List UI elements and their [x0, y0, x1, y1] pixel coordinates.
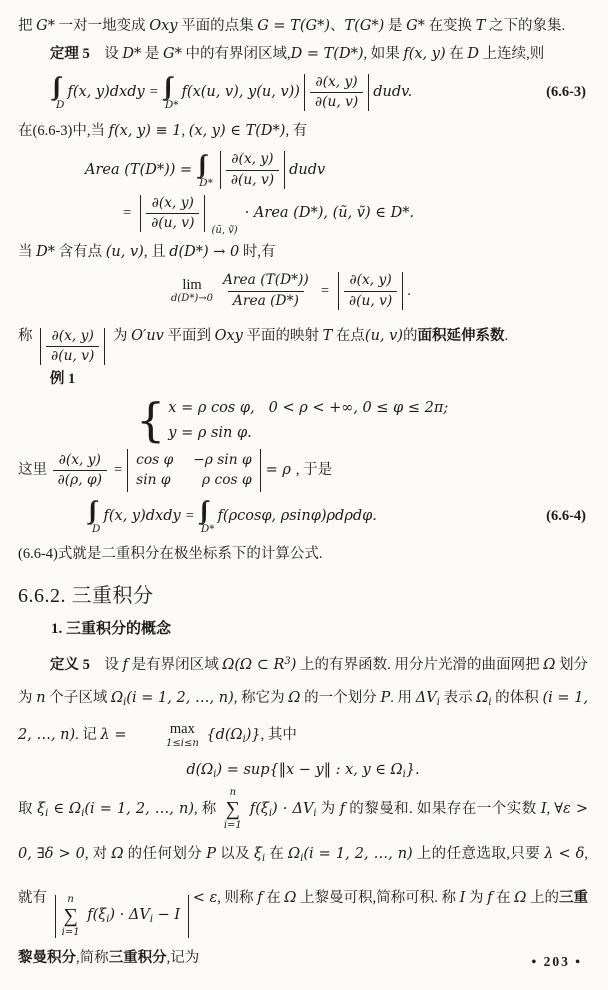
text-segment: i: [402, 769, 406, 781]
integral-glyph: [90, 498, 99, 523]
text-segment: i: [213, 769, 217, 781]
text-segment: D*: [36, 244, 56, 261]
text-segment: , 于是: [295, 461, 333, 478]
text-segment: Ω: [543, 656, 556, 673]
text-segment: 定义 5: [49, 656, 90, 673]
text-segment: (i = 1, 2, …, n): [126, 689, 234, 706]
text-segment: Ω: [111, 845, 124, 862]
equation-number-664: (6.6-4): [546, 507, 586, 524]
summation-operator: [62, 895, 80, 938]
equation-area-line-1: [18, 151, 588, 188]
evaluation-point-subscript: (ũ, ṽ): [211, 225, 238, 237]
sum-upper-limit: n: [229, 786, 237, 798]
text-segment: T: [322, 327, 333, 344]
text-segment: 上的有界函数. 用分片光滑的曲面网把: [296, 656, 544, 673]
text-segment: 定理 5: [49, 46, 90, 62]
text-run: [261, 461, 333, 480]
double-integral-symbol: [197, 152, 211, 189]
text-segment: 中的有界闭区域,: [181, 46, 291, 62]
paragraph-jacobian-computation: [18, 449, 588, 492]
area-ratio-fraction: [218, 272, 314, 309]
summation-operator: [224, 788, 242, 831]
text-segment: − I: [152, 907, 185, 924]
text-segment: (i = 1, 2, …, n): [18, 689, 593, 743]
text-segment: λ < δ: [544, 845, 585, 862]
text-segment: 个子区域: [45, 689, 112, 706]
area-lhs: Area (T(D*)) =: [85, 161, 193, 178]
text-segment: ∀ε > 0, ∃δ > 0: [18, 800, 593, 862]
double-integral-symbol: [163, 74, 177, 111]
equals-sign: =: [113, 461, 123, 478]
text-segment: ξ: [253, 845, 262, 862]
page-number: • 203 •: [531, 954, 582, 969]
text-segment: 面积延伸系数: [417, 327, 505, 344]
jacobian-denominator: ∂(u, v): [146, 213, 199, 232]
text-segment: 这里: [18, 461, 51, 478]
diameter-formula: [186, 761, 419, 782]
equation-limit: [18, 272, 588, 309]
text-segment: 的一个划分: [300, 689, 381, 706]
text-segment: (i = 1, 2, …, n): [84, 800, 194, 817]
text-segment: 含有点: [55, 244, 106, 261]
polar-jacobian-fraction: [53, 452, 107, 489]
lim-subscript: d(D*)→0: [171, 293, 213, 305]
integral-glyph: [200, 152, 209, 177]
period: .: [407, 282, 411, 299]
y-equation: y = ρ sin φ.: [168, 425, 252, 442]
text-segment: ΔV: [415, 689, 437, 706]
integrand-left: f(x, y)dxdy: [103, 507, 181, 524]
text-segment: 时,有: [239, 244, 276, 261]
equation-number-663: (6.6-3): [546, 84, 586, 101]
text-segment: 称: [18, 327, 37, 344]
text-segment: Ω: [284, 890, 297, 907]
matrix-cell: sin φ: [136, 472, 171, 489]
sum-lower-limit: i=1: [223, 819, 242, 831]
text-segment: O′uv: [131, 327, 164, 344]
text-segment: . 记: [75, 726, 101, 743]
text-segment: 为: [316, 800, 340, 817]
text-segment: ,: [181, 123, 189, 140]
text-segment: 在变换: [424, 18, 476, 34]
integral-glyph: [201, 498, 210, 523]
text-run: [18, 657, 593, 743]
text-run: [109, 328, 508, 344]
text-segment: (x, y) ∈ T(D*): [188, 123, 286, 140]
jacobian-denominator: ∂(u, v): [310, 92, 363, 111]
text-segment: 当: [18, 244, 37, 261]
text-segment: , 对: [84, 845, 112, 862]
text-segment: 为: [465, 890, 488, 907]
integrand-substituted: f(x(u, v), y(u, v)): [181, 84, 300, 101]
integral-domain: D*: [200, 522, 215, 535]
text-segment: , 且: [143, 244, 170, 261]
paragraph-polar-formula-note: [18, 540, 588, 568]
text-segment: 平面的点集: [177, 18, 258, 34]
ratio-denominator: Area (D*): [228, 291, 304, 310]
text-segment: , 就有: [18, 845, 592, 907]
integral-domain: D: [56, 99, 65, 112]
text-run: [18, 328, 36, 344]
text-segment: ,简称: [76, 950, 109, 967]
text-segment: 取: [18, 800, 38, 817]
text-segment: 三重积分: [108, 950, 167, 967]
paragraph-definition-5: [18, 645, 593, 755]
paragraph-riemann-sum: [18, 786, 593, 978]
riemann-sum-abs-group: [55, 895, 189, 938]
equation-6-6-4: [18, 498, 588, 535]
text-segment: = ρ: [265, 461, 291, 478]
text-run: [202, 727, 297, 743]
case-line-1: [168, 399, 448, 418]
integral-domain: D*: [164, 99, 179, 112]
text-segment: )}: [245, 726, 261, 743]
jacobian-numerator: ∂(x, y): [51, 327, 94, 344]
range-condition: 0 < ρ < +∞, 0 ≤ φ ≤ 2π;: [268, 400, 449, 417]
double-integral-symbol: [54, 74, 63, 111]
text-segment: 之下的象集.: [485, 18, 566, 34]
abs-inner-expression: [83, 907, 185, 926]
section-heading-662: 6.6.2. 三重积分: [18, 585, 154, 608]
text-segment: I: [540, 800, 547, 817]
paragraph-theorem-5: [18, 40, 588, 68]
jacobian-abs: [40, 328, 105, 365]
text-segment: Oxy: [214, 327, 243, 344]
text-segment: 在(6.6-3)中,当: [18, 123, 109, 140]
text-segment: 在: [492, 890, 515, 907]
paragraph-area-coefficient: [18, 316, 588, 365]
text-segment: Ω: [288, 845, 301, 862]
text-segment: G*: [163, 46, 182, 62]
integral-domain: D*: [199, 176, 213, 189]
text-segment: D = T(D*): [290, 46, 364, 62]
matrix-cell: −ρ sin φ: [193, 451, 252, 468]
sum-lower-limit: i=1: [61, 927, 80, 939]
text-segment: P: [380, 689, 391, 706]
text-segment: 平面到: [163, 327, 215, 344]
text-segment: ) · ΔV: [272, 800, 314, 817]
text-segment: i: [268, 807, 273, 819]
text-segment: , 称它为: [233, 689, 289, 706]
left-brace: {: [136, 393, 166, 448]
max-operator: [134, 722, 199, 749]
text-segment: G*: [406, 18, 425, 34]
equals-sign: =: [149, 84, 158, 101]
area-rhs: · Area (D*), (ũ, ṽ) ∈ D*.: [244, 205, 415, 222]
text-segment: 把: [18, 18, 37, 34]
text-segment: 在: [265, 845, 289, 862]
text-segment: 划分为: [18, 656, 589, 706]
text-segment: Ω: [111, 689, 124, 706]
text-segment: G*: [36, 18, 55, 34]
text-segment: G = T(G*): [257, 18, 331, 34]
sigma-glyph: ∑: [63, 905, 78, 928]
jacobian-denominator: ∂(ρ, φ): [53, 470, 107, 489]
text-segment: 3: [284, 655, 291, 667]
integral-glyph: [165, 74, 174, 99]
text-segment: ): [290, 656, 297, 673]
text-segment: ,记为: [166, 950, 200, 967]
max-subscript: 1≤i≤n: [166, 737, 199, 749]
lim-word: lim: [182, 276, 202, 293]
text-segment: i: [242, 733, 246, 745]
double-integral-symbol: [199, 498, 213, 535]
integral-domain: D: [92, 522, 101, 535]
text-segment: 以及: [216, 845, 254, 862]
text-segment: , 如果: [363, 46, 404, 62]
text-segment: 是有界闭区域: [127, 656, 223, 673]
paragraph-image-set: [18, 12, 588, 40]
text-segment: Ω(Ω ⊂ R: [222, 656, 285, 673]
matrix-cell: ρ cos φ: [202, 472, 252, 489]
text-segment: Ω: [514, 890, 527, 907]
jacobian-denominator: ∂(u, v): [226, 170, 279, 189]
example-1-label: [18, 365, 588, 393]
subsection-heading-concept: 1. 三重积分的概念: [51, 621, 172, 638]
text-segment: f(x, y) ≡ 1: [108, 123, 182, 140]
text-segment: i: [45, 807, 49, 819]
text-segment: 上黎曼可积,简称可积. 称: [296, 890, 460, 907]
sum-upper-limit: n: [67, 894, 74, 906]
cases-rows: [168, 399, 448, 443]
text-segment: i: [436, 696, 440, 708]
text-segment: ) = sup{‖x − y‖ : x, y ∈ Ω: [216, 762, 403, 779]
jacobian-denominator: ∂(u, v): [46, 346, 99, 365]
differential: dudv: [289, 161, 326, 178]
jacobian-fraction: [344, 272, 397, 309]
text-segment: 一对一地变成: [54, 18, 150, 34]
text-segment: ξ: [37, 800, 46, 817]
text-segment: 三重黎曼积分: [18, 890, 589, 967]
equals-sign: =: [185, 507, 194, 524]
jacobian-numerator: ∂(x, y): [151, 194, 194, 211]
text-segment: 上的: [526, 890, 560, 907]
ratio-numerator: Area (T(D*)): [222, 272, 309, 289]
text-segment: f(ξ: [244, 800, 269, 817]
polar-coordinates-cases: [18, 393, 588, 448]
sigma-glyph: ∑: [225, 797, 240, 820]
jacobian-fraction: [146, 195, 199, 232]
text-segment: f: [487, 890, 493, 907]
jacobian-fraction: [226, 151, 279, 188]
text-segment: 上的任意选取,只要: [412, 845, 545, 862]
diameter-definition-equation: [18, 761, 588, 782]
text-segment: n: [36, 689, 46, 706]
x-equation: x = ρ cos φ,: [168, 400, 255, 417]
text-segment: f(x, y): [403, 46, 446, 62]
text-segment: 上连续,则: [479, 46, 545, 62]
text-segment: D: [467, 46, 480, 62]
integrand-polar: f(ρcosφ, ρsinφ)ρdρdφ.: [217, 507, 377, 524]
text-segment: 设: [89, 656, 123, 673]
jacobian-abs: [140, 195, 205, 232]
text-segment: f(ξ: [82, 907, 107, 924]
text-segment: i: [313, 807, 317, 819]
text-segment: , 有: [285, 123, 308, 140]
text-segment: ) · ΔV: [109, 907, 150, 924]
jacobian-fraction: [46, 328, 99, 365]
text-segment: 表示: [439, 689, 477, 706]
text-segment: P: [206, 845, 217, 862]
text-segment: , 称: [194, 800, 221, 817]
text-segment: f: [257, 890, 263, 907]
text-segment: i: [149, 914, 153, 926]
text-segment: 例 1: [49, 371, 76, 388]
text-segment: 的: [402, 327, 418, 344]
text-segment: 在: [445, 46, 468, 62]
text-segment: ,: [546, 800, 555, 817]
jacobian-abs: [220, 151, 285, 188]
jacobian-abs: [304, 74, 369, 111]
text-segment: 在: [262, 890, 285, 907]
text-segment: T: [475, 18, 486, 34]
integrand-left: f(x, y)dxdy: [67, 84, 145, 101]
text-segment: i: [123, 696, 127, 708]
jacobian-numerator: ∂(x, y): [315, 74, 358, 90]
text-run: [18, 801, 221, 817]
jacobian-abs: [338, 272, 403, 309]
jacobian-numerator: ∂(x, y): [349, 272, 392, 289]
max-word: max: [169, 721, 195, 738]
jacobian-fraction: [310, 74, 363, 111]
equation-area-line-2: [18, 194, 588, 237]
text-segment: , 其中: [260, 726, 297, 743]
text-segment: d(D*) → 0: [169, 244, 240, 261]
text-segment: 平面的映射: [242, 327, 323, 344]
text-segment: (u, v): [364, 327, 403, 344]
text-segment: Oxy: [149, 18, 178, 34]
text-segment: , 则称: [217, 890, 258, 907]
text-segment: {d(Ω: [201, 726, 243, 743]
text-segment: Ω: [288, 689, 301, 706]
equation-6-6-3: [18, 74, 588, 111]
text-segment: f: [339, 800, 346, 817]
text-segment: (6.6-4)式就是二重积分在极坐标系下的计算公式.: [18, 546, 323, 563]
text-segment: 的任何划分: [123, 845, 207, 862]
equals-sign: =: [123, 205, 132, 222]
text-segment: 是: [141, 46, 164, 62]
text-segment: Ω: [476, 689, 489, 706]
limit-operator: [171, 278, 213, 305]
text-segment: 、: [330, 18, 345, 34]
jacobian-denominator: ∂(u, v): [344, 291, 397, 310]
paragraph-point-condition: [18, 238, 588, 266]
text-segment: .: [504, 327, 509, 344]
text-segment: < ε: [192, 890, 218, 907]
text-segment: T(G*): [344, 18, 385, 34]
text-segment: }.: [405, 762, 420, 779]
double-integral-symbol: [90, 498, 99, 535]
differential: dudv.: [373, 84, 413, 101]
text-segment: i: [261, 852, 266, 864]
text-segment: (u, v): [105, 244, 144, 261]
text-segment: 是: [384, 18, 407, 34]
text-segment: 在点: [332, 327, 365, 344]
equals-sign: =: [320, 282, 329, 299]
text-segment: i: [488, 696, 492, 708]
text-segment: i: [300, 852, 304, 864]
text-segment: f: [122, 656, 128, 673]
text-segment: 为: [109, 327, 132, 344]
jacobian-numerator: ∂(x, y): [231, 151, 274, 168]
text-segment: i: [81, 807, 85, 819]
text-segment: D*: [122, 46, 142, 62]
integral-glyph: [54, 74, 63, 99]
text-segment: I: [459, 890, 466, 907]
text-segment: λ =: [100, 726, 132, 743]
text-segment: 设: [89, 46, 123, 62]
text-segment: ∈ Ω: [48, 800, 82, 817]
text-segment: . 用: [390, 689, 416, 706]
text-segment: 的黎曼和. 如果存在一个实数: [345, 800, 541, 817]
jacobian-numerator: ∂(x, y): [58, 451, 101, 468]
text-segment: d(Ω: [186, 762, 214, 779]
text-segment: 的体积: [491, 689, 543, 706]
matrix-cell: cos φ: [136, 451, 174, 468]
text-run: [18, 461, 51, 480]
paragraph-substitute-one: [18, 117, 588, 145]
text-segment: (i = 1, 2, …, n): [303, 845, 413, 862]
text-segment: i: [106, 914, 110, 926]
determinant-matrix: [127, 449, 260, 492]
